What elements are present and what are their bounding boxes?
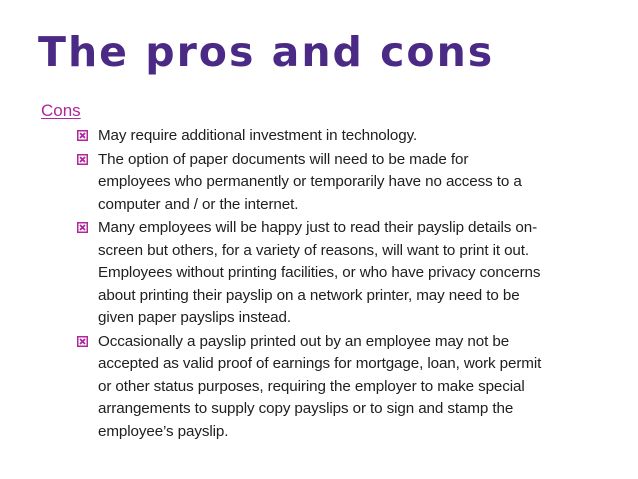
checkbox-x-icon xyxy=(77,222,88,233)
bullet-line: screen but others, for a variety of reasons, will want to print it out. xyxy=(98,241,530,259)
bullet-item xyxy=(77,149,597,217)
section-heading-cons: Cons xyxy=(41,101,81,120)
bullet-text xyxy=(98,125,597,148)
bullet-item xyxy=(77,125,597,148)
bullet-item xyxy=(77,331,597,444)
bullet-line: May require additional investment in technology. xyxy=(98,127,418,144)
bullet-item xyxy=(77,217,597,330)
bullet-line: Many employees will be happy just to read their payslip details on- xyxy=(98,219,538,236)
bullet-line: employee’s payslip. xyxy=(98,422,229,440)
bullet-line: about printing their payslip on a network printer, may need to be xyxy=(98,286,520,304)
bullet-line: The option of paper documents will need to be made for xyxy=(98,150,469,168)
bullet-line: given paper payslips instead. xyxy=(98,309,291,326)
bullet-line: arrangements to supply copy payslips or to sign and stamp the xyxy=(98,400,514,417)
bullet-text xyxy=(98,217,597,330)
bullet-line: accepted as valid proof of earnings for mortgage, loan, work permit xyxy=(98,355,542,372)
bullet-line: Employees without printing facilities, or who have privacy concerns xyxy=(98,264,541,281)
bullet-text xyxy=(98,149,597,217)
bullet-text xyxy=(98,331,597,444)
bullet-line: or other status purposes, requiring the employer to make special xyxy=(98,377,525,395)
bullet-line: employees who permanently or temporarily have no access to a xyxy=(98,173,522,190)
cons-bullet-list xyxy=(77,125,597,444)
slide-title: The pros and cons xyxy=(38,28,495,76)
checkbox-x-icon xyxy=(77,130,88,141)
checkbox-x-icon xyxy=(77,154,88,165)
bullet-line: computer and / or the internet. xyxy=(98,195,299,213)
bullet-line: Occasionally a payslip printed out by an employee may not be xyxy=(98,332,510,350)
checkbox-x-icon xyxy=(77,336,88,347)
